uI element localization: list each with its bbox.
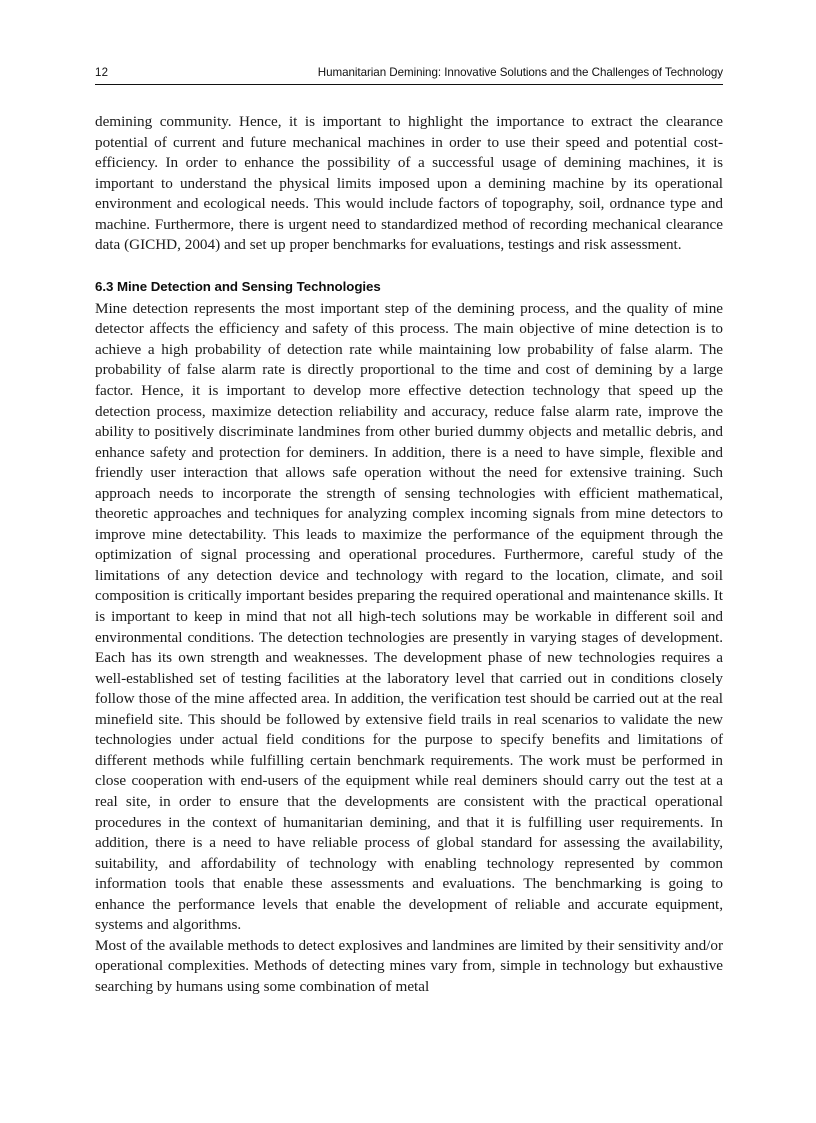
paragraph-mine-detection: Mine detection represents the most important step of the demining process, and the quality of mine detector affects the efficiency and safety of this process. The main objective of mine detection is to achieve a high probability of detection rate while maintaining low probability of false alarm. The probability of false alarm rate is directly proportional to the time and cost of demining by a large factor. Hence, it is important to develop more effective detection technology that speed up the detection process, maximize detection reliability and accuracy, reduce false alarm rate, improve the ability to positively discriminate landmines from other buried dummy objects and metallic debris, and enhance safety and protection for deminers. In addition, there is a need to have simple, flexible and friendly user interaction that allows safe operation without the need for extensive training. Such approach needs to incorporate the strength of sensing technologies with efficient mathematical, theoretic approaches and techniques for analyzing complex incoming signals from mine detectors to improve mine detectability. This leads to maximize the performance of the equipment through the optimization of signal processing and operational procedures. Furthermore, careful study of the limitations of any detection device and technology with regard to the location, climate, and soil composition is critically important besides preparing the required operational and maintenance skills. It is important to keep in mind that not all high-tech solutions may be workable in different soil and environmental conditions. The detection technologies are presently in varying stages of development. Each has its own strength and weaknesses. The development phase of new technologies requires a well-established set of testing facilities at the laboratory level that carried out in conditions closely follow those of the mine affected area. In addition, the verification test should be carried out at the real minefield site. This should be followed by extensive field trails in real scenarios to validate the new technologies under actual field conditions for the purpose to specify benefits and limitations of different methods while fulfilling certain benchmark requirements. The work must be performed in close cooperation with end-users of the equipment while real deminers should carry out the test at a real site, in order to ensure that the developments are consistent with the practical operational procedures in the context of humanitarian demining, and that it is fulfilling user requirements. In addition, there is a need to have reliable process of global standard for assessing the availability, suitability, and affordability of technology with enabling technology represented by common information tools that enable these assessments and evaluations. The benchmarking is going to enhance the performance levels that enable the development of reliable and accurate equipment, systems and algorithms. xyxy=(95,299,723,934)
page-number: 12 xyxy=(95,67,109,79)
paragraph-continued-demining-community: demining community. Hence, it is important to highlight the importance to extract the clearance potential of current and future mechanical machines in order to use their speed and potential cost-efficiency. In order to enhance the possibility of a successful usage of demining machines, it is important to understand the physical limits imposed upon a demining machine by its operational environment and ecological needs. This would include factors of topography, soil, ordnance type and machine. Furthermore, there is urgent need to standardized method of recording mechanical clearance data (GICHD, 2004) and set up proper benchmarks for evaluations, testings and risk assessment. xyxy=(95,113,723,254)
paragraph-available-methods: Most of the available methods to detect explosives and landmines are limited by their sensitivity and/or operational complexities. Methods of detecting mines vary from, simple in technology but exhaustive searching by humans using some combination of metal xyxy=(95,936,723,995)
section-heading-6-3: 6.3 Mine Detection and Sensing Technologies xyxy=(95,278,381,294)
heading-spacer xyxy=(95,256,723,277)
running-head xyxy=(95,66,723,85)
running-title: Humanitarian Demining: Innovative Solutions and the Challenges of Technology xyxy=(317,66,723,79)
text-column xyxy=(95,112,723,997)
